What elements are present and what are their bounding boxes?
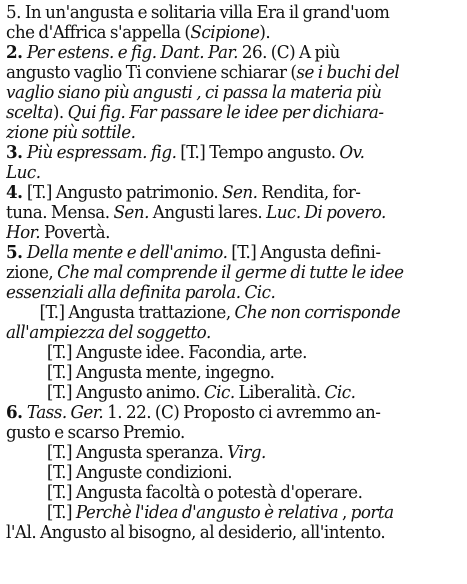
text-segment: se i buchi del xyxy=(296,63,400,83)
text-segment: Luc. xyxy=(6,163,41,183)
entry-line xyxy=(6,463,429,483)
text-segment: Scipione xyxy=(190,23,260,43)
text-segment: [T.] Angusta trattazione, xyxy=(39,303,235,323)
text-segment: [T.] Angusta facoltà o potestà d'operare. xyxy=(46,483,363,503)
entry-line xyxy=(6,3,429,23)
text-segment: Che mal comprende il germe di tutte le idee xyxy=(57,263,404,283)
entry-line xyxy=(6,83,429,103)
text-segment: Sen. xyxy=(222,183,258,203)
entry-line xyxy=(6,23,429,43)
text-segment: 4. xyxy=(6,183,27,203)
text-segment: 1. 22. (C) Proposto ci avremmo an- xyxy=(103,403,381,423)
text-segment: vaglio siano più angusti , ci passa la materia più xyxy=(6,83,382,103)
text-segment: [T.] Angusta speranza. xyxy=(46,443,228,463)
text-segment: angusto vaglio Ti conviene schiarar ( xyxy=(6,63,297,83)
text-segment: Che non corrisponde xyxy=(234,303,401,323)
entry-line xyxy=(6,263,429,283)
text-segment: Angusti lares. xyxy=(148,203,267,223)
text-segment: [T.] Angusta defini- xyxy=(227,243,381,263)
entry-line xyxy=(6,103,429,123)
text-segment: 26. (C) A più xyxy=(237,43,340,63)
text-segment: Liberalità. xyxy=(234,383,325,403)
entry-line xyxy=(6,123,429,143)
entry-line xyxy=(6,523,429,543)
entry-line xyxy=(6,283,429,303)
text-segment: l'Al. Angusto al bisogno, al desiderio, all'intento. xyxy=(6,523,386,543)
text-segment: Della mente e dell'animo. xyxy=(26,243,228,263)
text-segment: che d'Affrica s'appella ( xyxy=(6,23,191,43)
text-segment: 6. xyxy=(6,403,27,423)
text-segment: , xyxy=(338,503,351,523)
text-segment: ). xyxy=(52,103,68,123)
text-segment: 2. xyxy=(6,43,27,63)
text-segment: Hor. xyxy=(6,223,41,243)
entry-line xyxy=(6,483,429,503)
text-segment: [T.] Angusto patrimonio. xyxy=(26,183,223,203)
entry-line xyxy=(6,403,429,423)
text-segment: Qui fig. Far passare le idee per dichiara- xyxy=(67,103,384,123)
text-segment: Luc. Di povero. xyxy=(266,203,386,223)
text-segment: zione, xyxy=(6,263,58,283)
entry-line xyxy=(6,363,429,383)
text-segment: Rendita, for- xyxy=(257,183,361,203)
text-segment: Cic. xyxy=(324,383,356,403)
text-segment: Più espressam. fig. xyxy=(26,143,177,163)
entry-line xyxy=(6,343,429,363)
text-segment: [T.] Angusto animo. xyxy=(46,383,204,403)
text-segment: Ov. xyxy=(339,143,365,163)
entry-line xyxy=(6,203,429,223)
text-segment: gusto e scarso Premio. xyxy=(6,423,185,443)
text-segment: scelta xyxy=(6,103,53,123)
entry-line xyxy=(6,303,429,323)
text-segment: tuna. Mensa. xyxy=(6,203,114,223)
text-segment: [T.] Anguste condizioni. xyxy=(46,463,233,483)
text-segment: 5. xyxy=(6,243,27,263)
entry-line xyxy=(6,423,429,443)
text-segment: [T.] Tempo angusto. xyxy=(176,143,340,163)
entry-line xyxy=(6,163,429,183)
text-segment: Per estens. e fig. Dant. Par. xyxy=(26,43,238,63)
text-segment: ). xyxy=(259,23,271,43)
entry-line xyxy=(6,383,429,403)
text-segment: 3. xyxy=(6,143,27,163)
text-segment: porta xyxy=(350,503,394,523)
text-segment: [T.] Anguste idee. Facondia, arte. xyxy=(46,343,307,363)
entry-line xyxy=(6,63,429,83)
text-segment: Virg. xyxy=(227,443,266,463)
text-segment: all'ampiezza del soggetto. xyxy=(6,323,211,343)
entry-line xyxy=(6,223,429,243)
entry-line xyxy=(6,143,429,163)
entry-line xyxy=(6,183,429,203)
entry-line xyxy=(6,503,429,523)
text-segment: [T.] xyxy=(46,503,76,523)
text-segment: essenziali alla definita parola. Cic. xyxy=(6,283,276,303)
text-segment: 5. In un'angusta e solitaria villa Era il grand'uom xyxy=(6,3,390,23)
text-segment: Povertà. xyxy=(40,223,110,243)
text-segment: zione più sottile. xyxy=(6,123,136,143)
entry-line xyxy=(6,443,429,463)
entry-line xyxy=(6,43,429,63)
entry-line xyxy=(6,243,429,263)
entry-line xyxy=(6,323,429,343)
text-segment: Sen. xyxy=(113,203,149,223)
text-segment: Tass. Ger. xyxy=(26,403,104,423)
text-segment: [T.] Angusta mente, ingegno. xyxy=(46,363,275,383)
text-segment: Perchè l'idea d'angusto è relativa xyxy=(75,503,339,523)
text-segment: Cic. xyxy=(203,383,235,403)
